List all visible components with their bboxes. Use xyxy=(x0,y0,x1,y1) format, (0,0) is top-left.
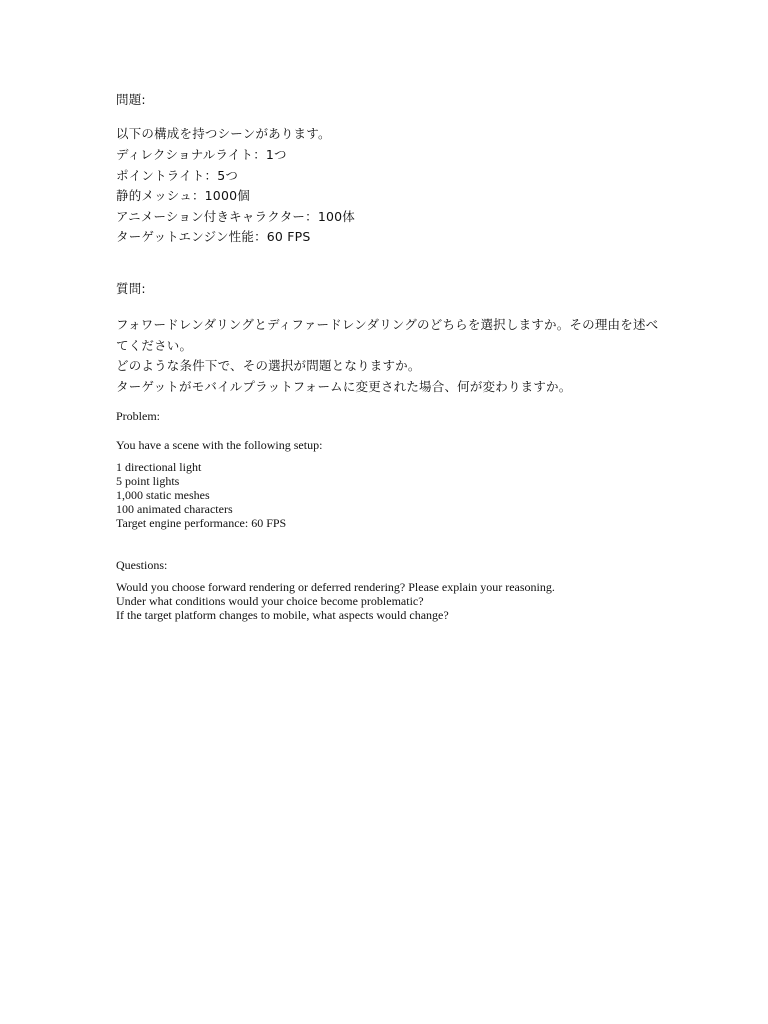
en-questions-list xyxy=(116,580,555,622)
ja-question-2: どのような条件下で、その選択が問題となりますか。 xyxy=(116,358,421,373)
ja-setup-item: ポイントライト：5つ xyxy=(116,167,239,183)
en-setup-item: 1,000 static meshes xyxy=(116,488,210,502)
en-setup-list xyxy=(116,460,286,530)
ja-question-1: フォワードレンダリングとディファードレンダリングのどちらを選択しますか。その理由を述べてください。 xyxy=(116,317,659,353)
en-problem-heading: Problem: xyxy=(116,409,160,423)
en-setup-item: 5 point lights xyxy=(116,474,180,488)
en-question-item: Would you choose forward rendering or deferred rendering? Please explain your reasoning. xyxy=(116,580,555,594)
ja-setup-item: 静的メッシュ：1000個 xyxy=(116,188,250,203)
ja-questions-heading: 質問: xyxy=(116,281,146,296)
ja-question-3: ターゲットがモバイルプラットフォームに変更された場合、何が変わりますか。 xyxy=(116,379,572,394)
en-question-item: If the target platform changes to mobile, what aspects would change? xyxy=(116,608,449,622)
ja-setup-list xyxy=(116,145,355,248)
en-question-item: Under what conditions would your choice become problematic? xyxy=(116,594,424,608)
en-questions-heading: Questions: xyxy=(116,558,168,572)
ja-problem-heading: 問題: xyxy=(116,92,146,107)
en-setup-item: Target engine performance: 60 FPS xyxy=(116,516,287,530)
en-setup-item: 100 animated characters xyxy=(116,502,233,516)
ja-setup-item: ターゲットエンジン性能：60 FPS xyxy=(116,229,311,244)
en-setup-item: 1 directional light xyxy=(116,460,202,474)
ja-setup-item: ディレクショナルライト：1つ xyxy=(116,147,287,162)
ja-problem-intro: 以下の構成を持つシーンがあります。 xyxy=(116,126,331,141)
en-problem-intro: You have a scene with the following setup: xyxy=(116,438,323,452)
ja-setup-item: アニメーション付きキャラクター：100体 xyxy=(116,208,355,224)
